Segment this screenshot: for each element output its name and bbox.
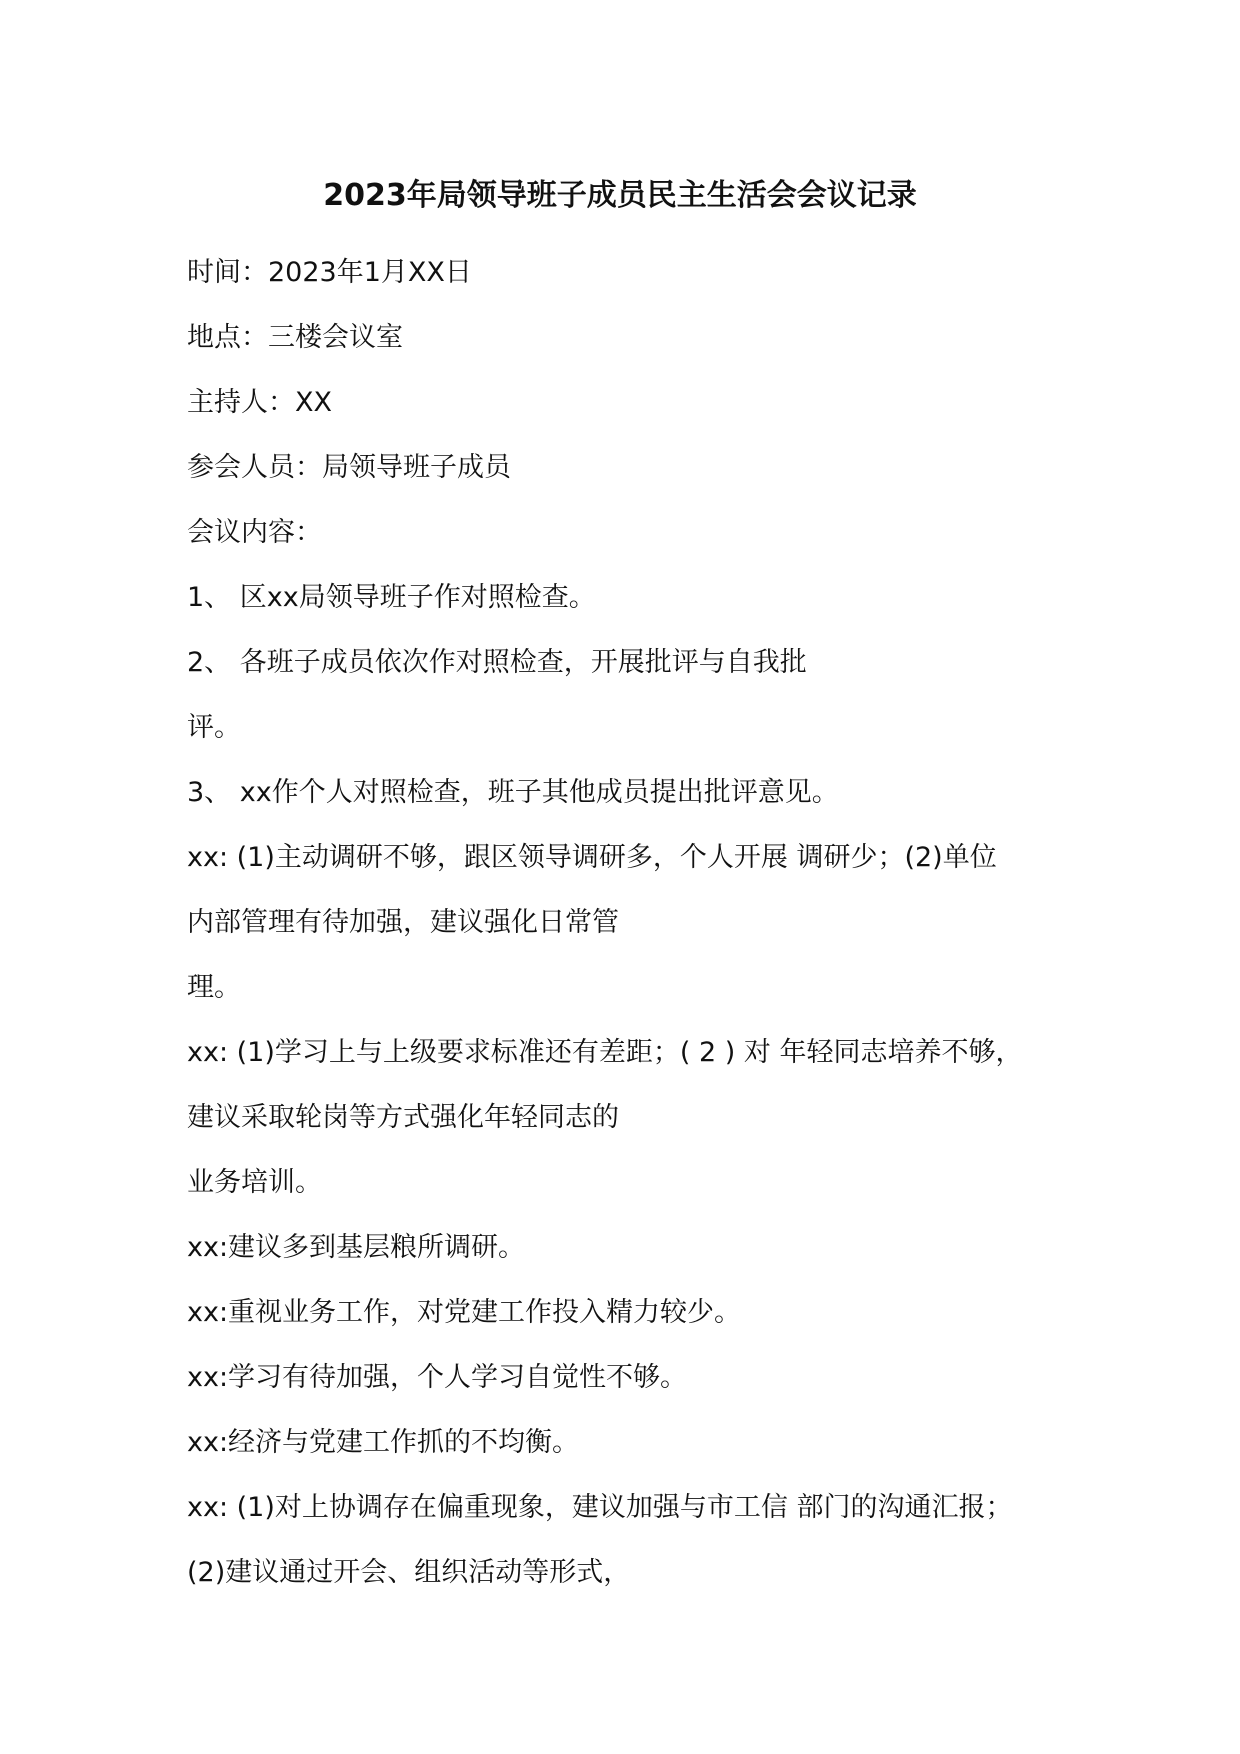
comment-line: 业务培训。	[187, 1167, 322, 1198]
agenda-item-2-continued: 评。	[187, 712, 241, 743]
comment-line: (2)建议通过开会、组织活动等形式，	[187, 1557, 631, 1588]
agenda-item-1: 1、 区xx局领导班子作对照检查。	[187, 582, 596, 613]
meeting-location: 地点：三楼会议室	[187, 322, 403, 353]
comment-line: xx:经济与党建工作抓的不均衡。	[187, 1427, 580, 1458]
comment-line: xx: (1)对上协调存在偏重现象，建议加强与市工信 部门的沟通汇报；	[187, 1492, 1013, 1523]
comment-line: xx:建议多到基层粮所调研。	[187, 1232, 526, 1263]
document-title: 2023年局领导班子成员民主生活会会议记录	[323, 178, 917, 213]
document-body	[187, 240, 1087, 1605]
meeting-time: 时间：2023年1月XX日	[187, 257, 472, 288]
meeting-attendees: 参会人员：局领导班子成员	[187, 452, 511, 483]
comment-line: 理。	[187, 972, 241, 1003]
comment-line: 内部管理有待加强，建议强化日常管	[187, 907, 619, 938]
agenda-item-3: 3、 xx作个人对照检查，班子其他成员提出批评意见。	[187, 777, 839, 808]
comment-line: xx:学习有待加强，个人学习自觉性不够。	[187, 1362, 688, 1393]
comment-line: 建议采取轮岗等方式强化年轻同志的	[187, 1102, 619, 1133]
meeting-host: 主持人：XX	[187, 387, 332, 418]
meeting-content-heading: 会议内容：	[187, 517, 322, 548]
comment-line: xx:重视业务工作，对党建工作投入精力较少。	[187, 1297, 742, 1328]
comment-line: xx: (1)学习上与上级要求标准还有差距；( 2 ) 对 年轻同志培养不够，	[187, 1037, 1023, 1068]
agenda-item-2: 2、 各班子成员依次作对照检查，开展批评与自我批	[187, 647, 807, 678]
comment-line: xx: (1)主动调研不够，跟区领导调研多，个人开展 调研少；(2)单位	[187, 842, 997, 873]
